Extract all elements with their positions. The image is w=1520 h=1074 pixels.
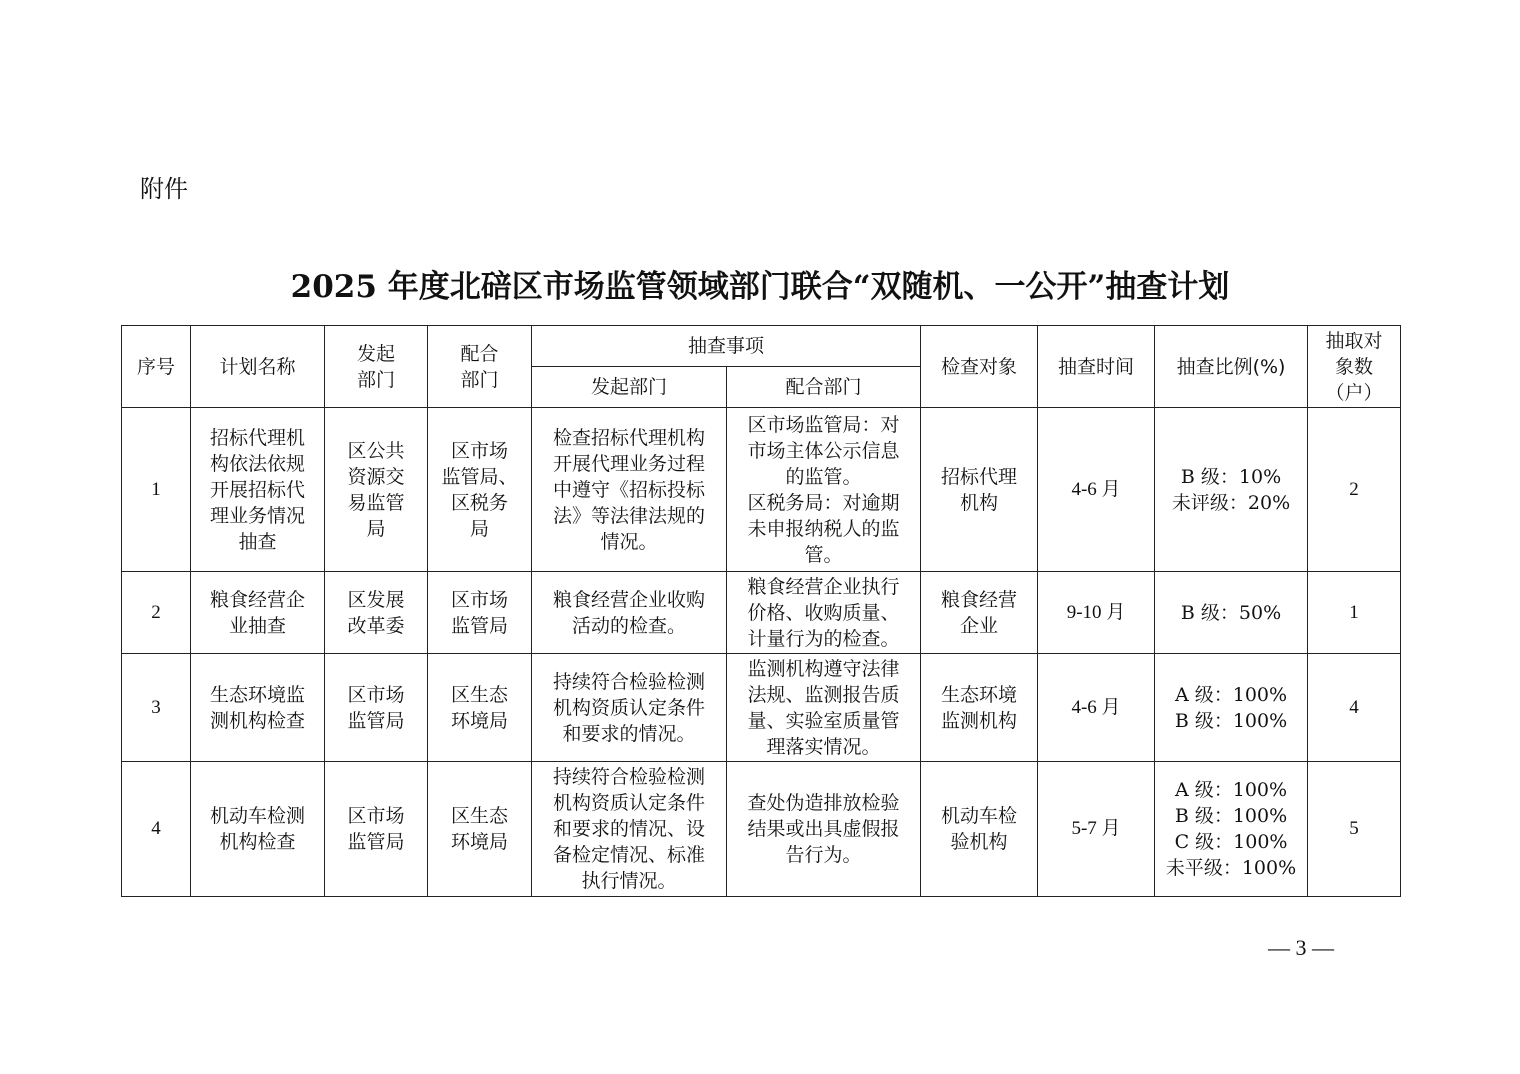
cell-target: 生态环境 监测机构 [921, 654, 1038, 762]
header-items-partner: 配合部门 [727, 367, 921, 408]
cell-ratio: B 级：50% [1155, 572, 1308, 654]
header-plan-name: 计划名称 [191, 326, 325, 408]
cell-count: 4 [1308, 654, 1401, 762]
cell-plan-name: 粮食经营企 业抽查 [191, 572, 325, 654]
cell-plan-name: 机动车检测 机构检查 [191, 762, 325, 897]
inspection-plan-table [121, 325, 1401, 897]
cell-initiator: 区市场 监管局 [325, 762, 428, 897]
header-ratio: 抽查比例(%) [1155, 326, 1308, 408]
attachment-label: 附件 [140, 175, 188, 203]
cell-target: 招标代理 机构 [921, 408, 1038, 572]
cell-target: 粮食经营 企业 [921, 572, 1038, 654]
table-header-row [122, 326, 1401, 367]
cell-plan-name: 生态环境监 测机构检查 [191, 654, 325, 762]
header-target: 检查对象 [921, 326, 1038, 408]
cell-count: 1 [1308, 572, 1401, 654]
document-title: 2025 年度北碚区市场监管领域部门联合“双随机、一公开”抽查计划 [290, 269, 1230, 305]
cell-seq: 4 [122, 762, 191, 897]
header-partner: 配合 部门 [428, 326, 532, 408]
cell-initiator: 区发展 改革委 [325, 572, 428, 654]
page-number: — 3 — [1268, 935, 1334, 960]
cell-count: 5 [1308, 762, 1401, 897]
table-row [122, 654, 1401, 762]
cell-time: 5-7 月 [1038, 762, 1155, 897]
cell-count: 2 [1308, 408, 1401, 572]
cell-partner: 区生态 环境局 [428, 654, 532, 762]
cell-target: 机动车检 验机构 [921, 762, 1038, 897]
cell-items-initiator: 持续符合检验检测 机构资质认定条件 和要求的情况。 [532, 654, 727, 762]
header-count: 抽取对 象数 （户） [1308, 326, 1401, 408]
cell-ratio: A 级：100% B 级：100% [1155, 654, 1308, 762]
cell-items-initiator: 持续符合检验检测 机构资质认定条件 和要求的情况、设 备检定情况、标准 执行情况。 [532, 762, 727, 897]
cell-seq: 2 [122, 572, 191, 654]
cell-time: 9-10 月 [1038, 572, 1155, 654]
cell-initiator: 区公共 资源交 易监管 局 [325, 408, 428, 572]
cell-ratio: A 级：100% B 级：100% C 级：100% 未平级：100% [1155, 762, 1308, 897]
cell-seq: 3 [122, 654, 191, 762]
header-items-initiator: 发起部门 [532, 367, 727, 408]
cell-items-partner: 监测机构遵守法律 法规、监测报告质 量、实验室质量管 理落实情况。 [727, 654, 921, 762]
cell-items-partner: 粮食经营企业执行 价格、收购质量、 计量行为的检查。 [727, 572, 921, 654]
cell-time: 4-6 月 [1038, 408, 1155, 572]
cell-plan-name: 招标代理机 构依法依规 开展招标代 理业务情况 抽查 [191, 408, 325, 572]
cell-items-partner: 区市场监管局：对 市场主体公示信息 的监管。 区税务局：对逾期 未申报纳税人的监 管。 [727, 408, 921, 572]
cell-seq: 1 [122, 408, 191, 572]
header-items-group: 抽查事项 [532, 326, 921, 367]
cell-partner: 区市场 监管局、 区税务 局 [428, 408, 532, 572]
header-time: 抽查时间 [1038, 326, 1155, 408]
cell-items-initiator: 检查招标代理机构 开展代理业务过程 中遵守《招标投标 法》等法律法规的 情况。 [532, 408, 727, 572]
header-seq: 序号 [122, 326, 191, 408]
table-row [122, 408, 1401, 572]
cell-items-initiator: 粮食经营企业收购 活动的检查。 [532, 572, 727, 654]
cell-time: 4-6 月 [1038, 654, 1155, 762]
table-row [122, 762, 1401, 897]
cell-ratio: B 级：10% 未评级：20% [1155, 408, 1308, 572]
header-initiator: 发起 部门 [325, 326, 428, 408]
cell-initiator: 区市场 监管局 [325, 654, 428, 762]
table-row [122, 572, 1401, 654]
cell-partner: 区生态 环境局 [428, 762, 532, 897]
cell-partner: 区市场 监管局 [428, 572, 532, 654]
cell-items-partner: 查处伪造排放检验 结果或出具虚假报 告行为。 [727, 762, 921, 897]
